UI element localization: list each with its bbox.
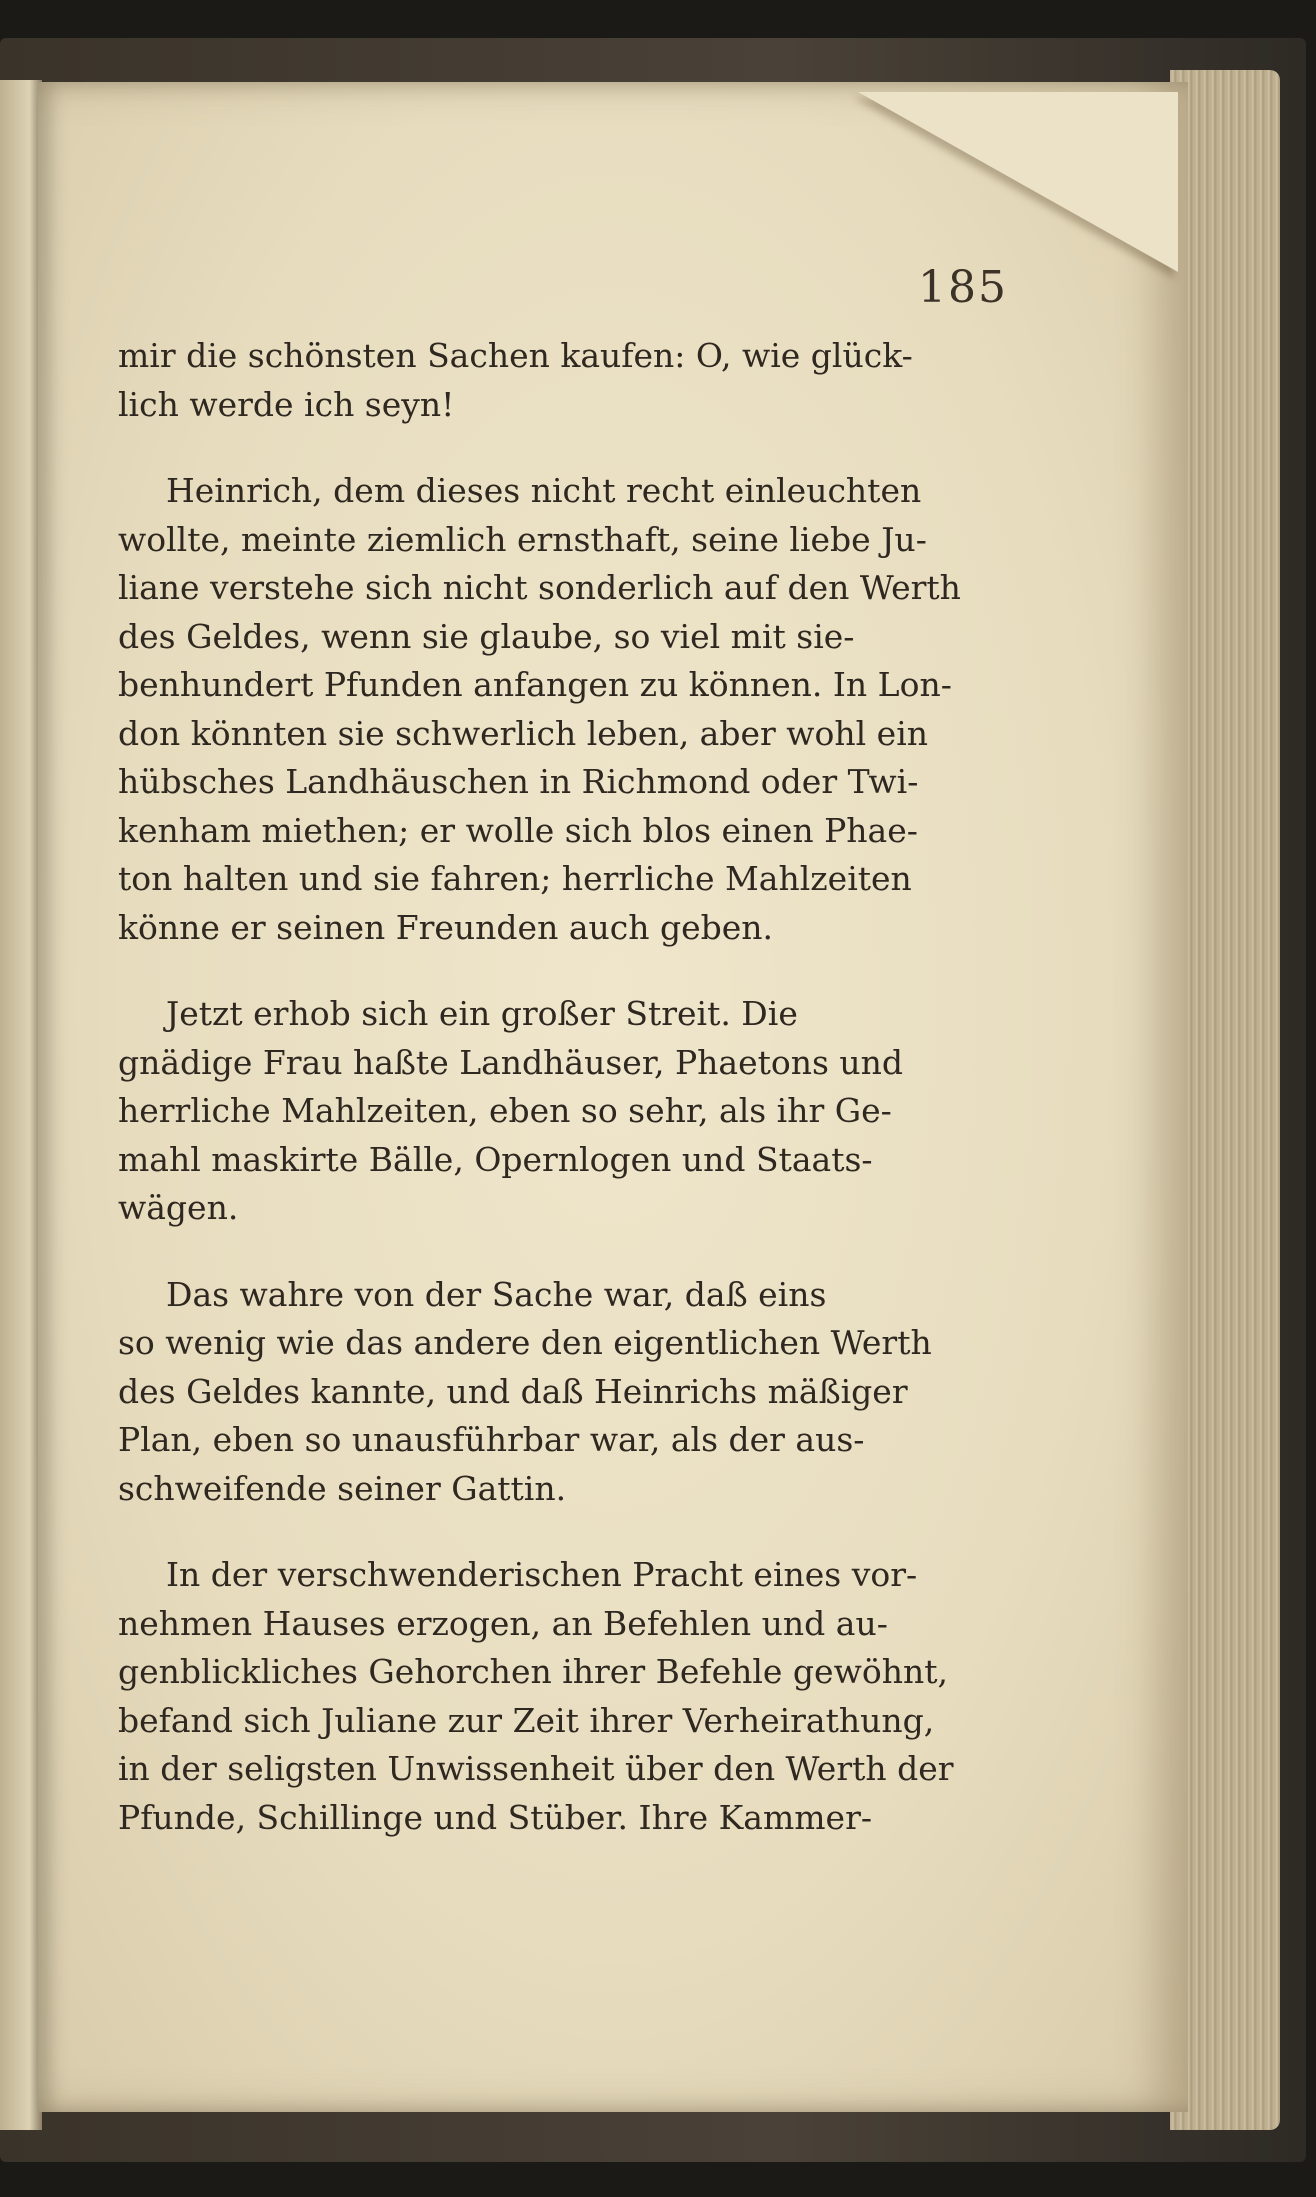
text-line: Heinrich, dem dieses nicht recht einleuchten [166, 471, 922, 510]
paragraph [118, 1271, 1000, 1514]
text-line: liane verstehe sich nicht sonderlich auf den Werth [118, 568, 961, 607]
left-page-edge [0, 80, 42, 2130]
text-line: Jetzt erhob sich ein großer Streit. Die [166, 994, 798, 1033]
text-line: gnädige Frau haßte Landhäuser, Phaetons und [118, 1042, 904, 1082]
text-line: benhundert Pfunden anfangen zu können. In Lon- [118, 665, 952, 704]
text-line: in der seligsten Unwissenheit über den Werth der [118, 1749, 954, 1788]
page-text [118, 332, 1000, 1880]
text-line: genblickliches Gehorchen ihrer Befehle gewöhnt, [118, 1652, 948, 1691]
text-line: könne er seinen Freunden auch geben. [118, 907, 774, 947]
text-line: schweifende seiner Gattin. [118, 1468, 567, 1508]
paragraph [118, 332, 1000, 429]
text-line: In der verschwenderischen Pracht eines vor- [166, 1555, 918, 1594]
text-line: mahl maskirte Bälle, Opernlogen und Staats- [118, 1139, 873, 1179]
text-line: Das wahre von der Sache war, daß eins [166, 1274, 827, 1314]
text-line: mir die schönsten Sachen kaufen: O, wie glück- [118, 336, 913, 375]
text-line: des Geldes kannte, und daß Heinrichs mäßiger [118, 1371, 908, 1411]
text-line: befand sich Juliane zur Zeit ihrer Verheirathung, [118, 1700, 935, 1740]
text-line: nehmen Hauses erzogen, an Befehlen und au- [118, 1603, 888, 1643]
text-line: Plan, eben so unausführbar war, als der aus- [118, 1420, 865, 1459]
page-number: 185 [918, 262, 1008, 313]
book-page [38, 82, 1188, 2112]
text-line: lich werde ich seyn! [118, 384, 455, 424]
paragraph [118, 467, 1000, 952]
text-line: ton halten und sie fahren; herrliche Mahlzeiten [118, 859, 912, 898]
text-line: kenham miethen; er wolle sich blos einen Phae- [118, 810, 918, 850]
text-line: hübsches Landhäuschen in Richmond oder Twi- [118, 762, 919, 801]
text-line: wägen. [118, 1188, 239, 1227]
paragraph [118, 1551, 1000, 1842]
text-line: don könnten sie schwerlich leben, aber wohl ein [118, 713, 929, 753]
paragraph [118, 990, 1000, 1233]
text-line: wollte, meinte ziemlich ernsthaft, seine liebe Ju- [118, 519, 927, 559]
text-line: so wenig wie das andere den eigentlichen Werth [118, 1323, 932, 1362]
text-line: Pfunde, Schillinge und Stüber. Ihre Kammer- [118, 1797, 872, 1837]
text-line: herrliche Mahlzeiten, eben so sehr, als ihr Ge- [118, 1091, 892, 1130]
text-line: des Geldes, wenn sie glaube, so viel mit sie- [118, 616, 855, 656]
